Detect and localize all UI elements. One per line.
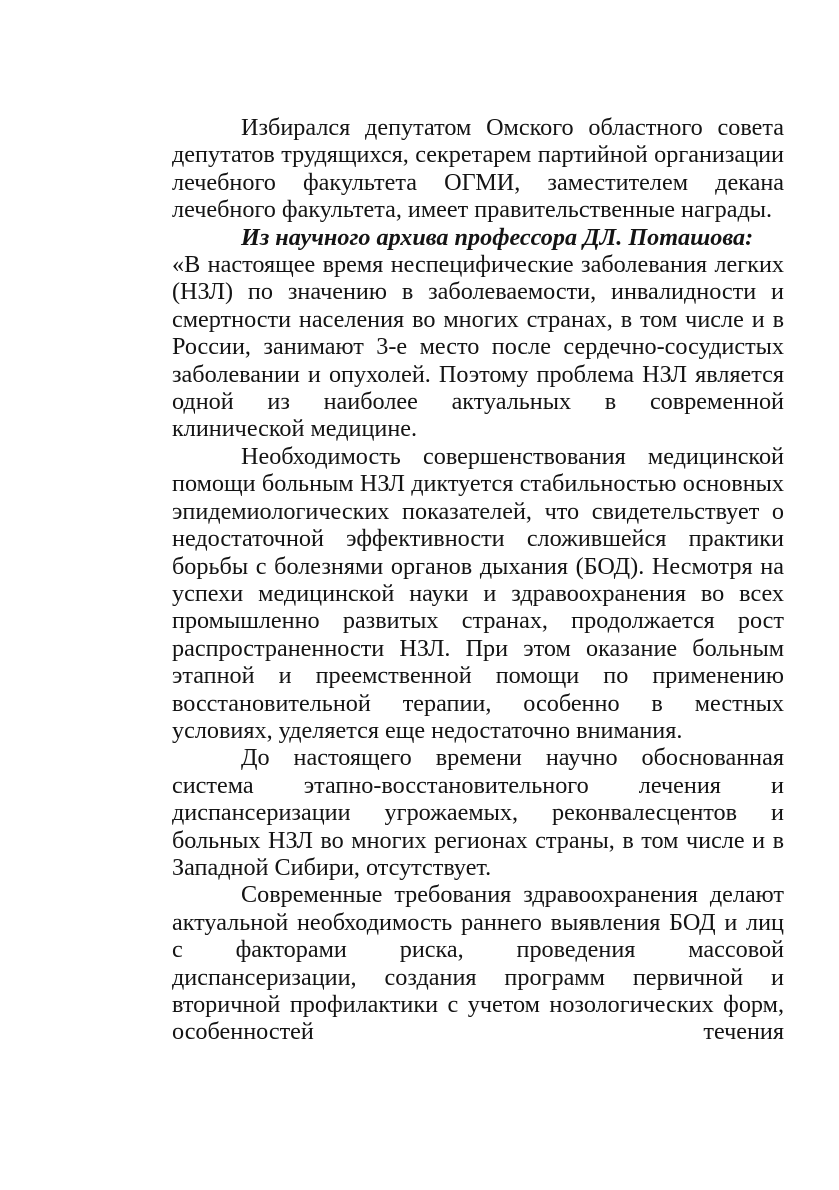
paragraph-text: Избирался депутатом Омского областного совета депутатов трудящихся, секретарем партийной организации лечебного факультета ОГМИ, заместителем декана лечебного факультета, имеет правительственные награды.	[172, 114, 784, 224]
paragraph-nzl-intro	[172, 251, 784, 443]
paragraph-text: Современные требования здравоохранения делают актуальной необходимость раннего выявления БОД и лиц с факторами риска, проведения массовой диспансеризации, создания программ первичной и вторичной профилактики с учетом нозологических форм, особенностей течения	[172, 881, 784, 1046]
paragraph-medical-help	[172, 443, 784, 744]
paragraph-modern-requirements	[172, 881, 784, 1045]
document-body	[172, 114, 784, 1046]
paragraph-text: Необходимость совершенствования медицинской помощи больным НЗЛ диктуется стабильностью основных эпидемиологических показателей, что свидетельствует о недостаточной эффективности сложившейся практики борьбы с болезнями органов дыхания (БОД). Несмотря на успехи медицинской науки и здравоохранения во всех промышленно развитых странах, продолжается рост распространенности НЗЛ. При этом оказание больным этапной и преемственной помощи по применению восстановительной терапии, особенно в местных условиях, уделяется еще недостаточно внимания.	[172, 442, 784, 744]
paragraph-text: «В настоящее время неспецифические заболевания легких (НЗЛ) по значению в заболеваемости, инвалидности и смертности населения во многих странах, в том числе и в России, занимают 3-е место после сердечно-сосудистых заболевании и опухолей. Поэтому проблема НЗЛ является одной из наиболее актуальных в современной клинической медицине.	[172, 251, 784, 443]
paragraph-text: До настоящего времени научно обоснованная система этапно-восстановительного лечения и диспансеризации угрожаемых, реконвалесцентов и больных НЗЛ во многих регионах страны, в том числе и в Западной Сибири, отсутствует.	[172, 744, 784, 881]
archive-heading: Из научного архива профессора ДЛ. Поташова:	[241, 223, 754, 251]
archive-heading-paragraph	[172, 224, 784, 251]
paragraph-system-absence	[172, 744, 784, 881]
paragraph-biography	[172, 114, 784, 224]
